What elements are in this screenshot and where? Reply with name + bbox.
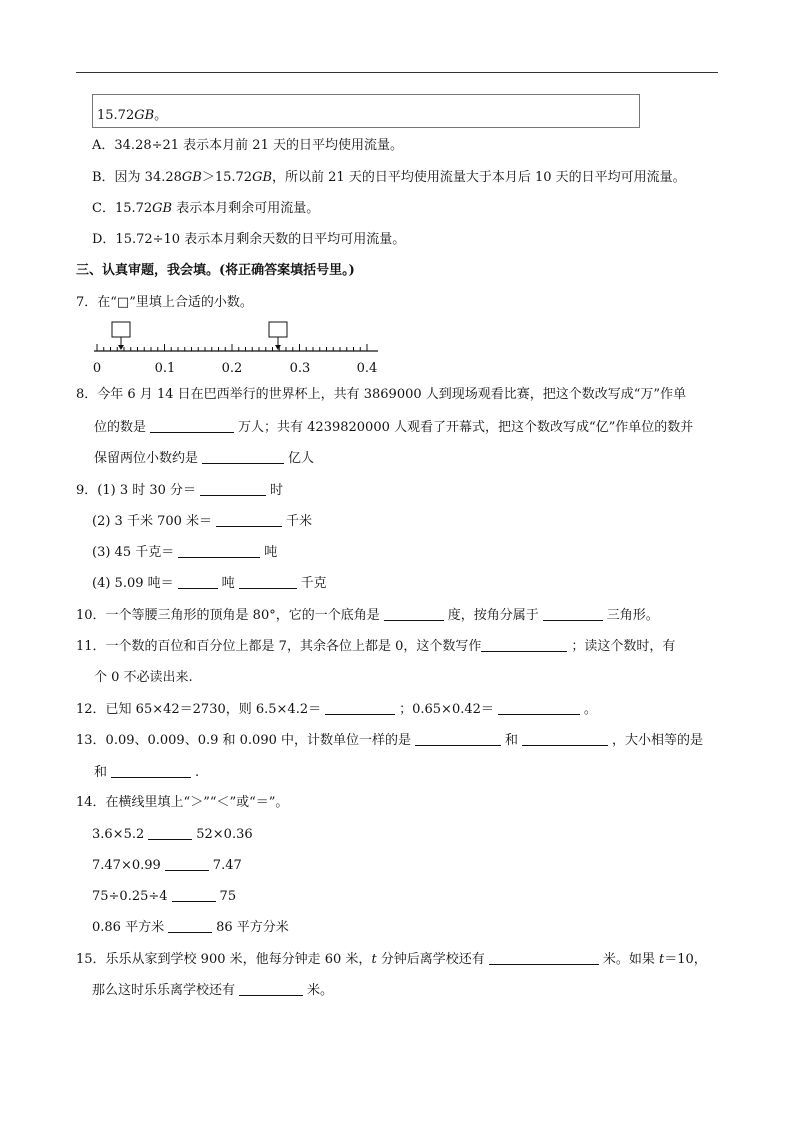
answer-blank[interactable] xyxy=(384,607,444,621)
question-14-row-3: 75÷0.25÷4 75 xyxy=(92,889,237,904)
arrow-2-head-icon xyxy=(275,345,281,350)
answer-blank[interactable] xyxy=(172,888,216,902)
question-12: 12．已知 65×42＝2730，则 6.5×4.2＝ ；0.65×0.42＝ 。 xyxy=(76,702,597,717)
answer-blank[interactable] xyxy=(522,732,608,746)
section-heading: 三、认真审题，我会填。(将正确答案填括号里。) xyxy=(76,263,355,278)
tick-label-1: 0.1 xyxy=(154,361,176,376)
question-13-line-1: 13．0.09、0.009、0.9 和 0.090 中，计数单位一样的是 和 ，大小相等的是 xyxy=(76,733,704,748)
question-9-part-4: (4) 5.09 吨＝ 吨 千克 xyxy=(92,576,327,591)
header-rule xyxy=(76,72,718,73)
answer-blank[interactable] xyxy=(498,701,580,715)
answer-blank[interactable] xyxy=(168,919,212,933)
number-line-ticks xyxy=(97,344,367,351)
answer-blank[interactable] xyxy=(239,575,297,589)
option-b: B．因为 34.28GB＞15.72GB，所以前 21 天的日平均使用流量大于本月后 10 天的日平均可用流量。 xyxy=(92,170,686,185)
question-14: 14．在横线里填上“＞”“＜”或“＝”。 xyxy=(76,795,289,810)
question-15-line-1: 15．乐乐从家到学校 900 米，他每分钟走 60 米，t 分钟后离学校还有 米。如果 t＝10， xyxy=(76,952,707,967)
tick-label-2: 0.2 xyxy=(221,361,243,376)
answer-blank[interactable] xyxy=(148,826,192,840)
tick-label-4: 0.4 xyxy=(356,361,378,376)
answer-blank[interactable] xyxy=(202,450,284,464)
question-11-line-1: 11．一个数的百位和百分位上都是 7，其余各位上都是 0，这个数写作 ；读这个数时，有 xyxy=(76,639,676,654)
answer-blank[interactable] xyxy=(111,764,191,778)
question-9-part-3: (3) 45 千克＝ 吨 xyxy=(92,545,278,560)
option-c: C．15.72GB 表示本月剩余可用流量。 xyxy=(92,201,320,216)
question-14-row-2: 7.47×0.99 7.47 xyxy=(92,858,242,873)
answer-blank[interactable] xyxy=(325,701,395,715)
question-8-line-1: 8．今年 6 月 14 日在巴西举行的世界杯上，共有 3869000 人到现场观看比赛，把这个数改写成“万”作单 xyxy=(76,387,687,402)
question-11-line-2: 个 0 不必读出来. xyxy=(94,670,193,685)
tick-label-0: 0 xyxy=(92,361,102,376)
answer-blank[interactable] xyxy=(200,482,266,496)
answer-blank[interactable] xyxy=(481,638,567,652)
arrow-1-head-icon xyxy=(118,345,124,350)
question-7: 7．在“□”里填上合适的小数。 xyxy=(76,295,253,310)
tick-label-3: 0.3 xyxy=(289,361,311,376)
answer-blank[interactable] xyxy=(178,575,218,589)
answer-blank[interactable] xyxy=(150,419,234,433)
option-d: D．15.72÷10 表示本月剩余天数的日平均可用流量。 xyxy=(92,232,406,247)
option-a: A．34.28÷21 表示本月前 21 天的日平均使用流量。 xyxy=(92,138,403,153)
previous-question-box xyxy=(92,94,640,128)
answer-box-2[interactable] xyxy=(269,322,287,337)
question-8-line-2: 位的数是 万人；共有 4239820000 人观看了开幕式，把这个数改写成“亿”作单位的数并 xyxy=(94,420,694,435)
question-13-line-2: 和 . xyxy=(94,765,200,780)
question-9-part-2: (2) 3 千米 700 米＝ 千米 xyxy=(92,514,313,529)
question-10: 10．一个等腰三角形的顶角是 80°，它的一个底角是 度，按角分属于 三角形。 xyxy=(76,608,659,623)
answer-blank[interactable] xyxy=(216,513,282,527)
answer-box-1[interactable] xyxy=(112,322,130,337)
box-text: 15.72GB。 xyxy=(97,108,168,123)
question-9-part-1: 9．(1) 3 时 30 分＝ 时 xyxy=(76,483,284,498)
answer-blank[interactable] xyxy=(239,982,303,996)
answer-blank[interactable] xyxy=(415,732,501,746)
answer-blank[interactable] xyxy=(165,857,209,871)
question-8-line-3: 保留两位小数约是 亿人 xyxy=(94,451,315,466)
answer-blank[interactable] xyxy=(543,607,603,621)
question-14-row-1: 3.6×5.2 52×0.36 xyxy=(92,827,253,842)
question-14-row-4: 0.86 平方米 86 平方分米 xyxy=(92,920,289,935)
answer-blank[interactable] xyxy=(178,544,260,558)
number-line xyxy=(88,318,388,378)
answer-blank[interactable] xyxy=(489,951,599,965)
question-15-line-2: 那么这时乐乐离学校还有 米。 xyxy=(92,983,334,998)
